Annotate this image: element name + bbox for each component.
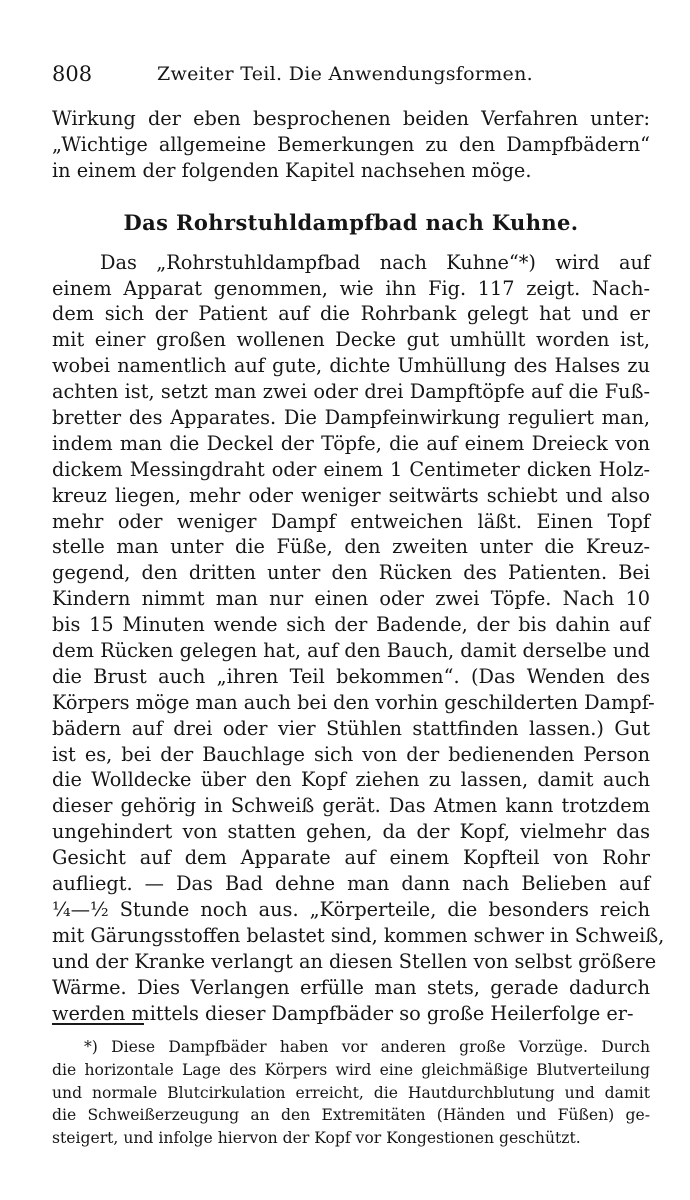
paragraph-line: Wärme. Dies Verlangen erfülle man stets, gerade dadurch xyxy=(52,975,650,999)
footnote-line: die Schweißerzeugung an den Extremitäten (Händen und Füßen) ge- xyxy=(52,1106,650,1125)
footnote-line: die horizontale Lage des Körpers wird eine gleichmäßige Blutverteilung xyxy=(52,1060,650,1079)
paragraph-line: mehr oder weniger Dampf entweichen läßt. Einen Topf xyxy=(52,509,650,533)
paragraph-line: ist es, bei der Bauchlage sich von der bedienenden Person xyxy=(52,742,650,766)
paragraph-line: kreuz liegen, mehr oder weniger seitwärts schiebt und also xyxy=(52,483,650,507)
paragraph-line: gegend, den dritten unter den Rücken des Patienten. Bei xyxy=(52,561,650,585)
footnote-line: und normale Blutcirkulation erreicht, die Hautdurchblutung und damit xyxy=(52,1083,650,1102)
text-line: Wirkung der eben besprochenen beiden Verfahren unter: xyxy=(52,107,650,130)
paragraph-line: Gesicht auf dem Apparate auf einem Kopfteil von Rohr xyxy=(52,846,650,870)
paragraph-line: dem Rücken gelegen hat, auf den Bauch, damit derselbe und xyxy=(52,639,650,663)
paragraph-line: mit Gärungsstoffen belastet sind, kommen schwer in Schweiß, xyxy=(52,923,665,947)
paragraph-line: aufliegt. — Das Bad dehne man dann nach Belieben auf xyxy=(52,872,650,896)
paragraph-line: dickem Messingdraht oder einem 1 Centimeter dicken Holz- xyxy=(52,457,650,481)
paragraph-line: einem Apparat genommen, wie ihn Fig. 117 zeigt. Nach- xyxy=(52,276,650,300)
footnote-rule xyxy=(52,1023,144,1025)
paragraph-line: Das „Rohrstuhldampfbad nach Kuhne“*) wird auf xyxy=(100,250,650,274)
paragraph-line: bretter des Apparates. Die Dampfeinwirkung reguliert man, xyxy=(52,406,650,430)
page-number: 808 xyxy=(52,62,93,86)
paragraph-line: mit einer großen wollenen Decke gut umhüllt worden ist, xyxy=(52,328,650,352)
section-title: Das Rohrstuhldampfbad nach Kuhne. xyxy=(123,209,579,235)
paragraph-line: dem sich der Patient auf die Rohrbank gelegt hat und er xyxy=(52,302,650,326)
text-line: in einem der folgenden Kapitel nachsehen möge. xyxy=(52,158,532,182)
paragraph-line: ¼—½ Stunde noch aus. „Körperteile, die besonders reich xyxy=(52,897,650,921)
page-header xyxy=(52,62,638,92)
footnote xyxy=(52,1036,650,1150)
paragraph-line: werden mittels dieser Dampfbäder so große Heilerfolge er- xyxy=(52,1001,634,1025)
paragraph-line: indem man die Deckel der Töpfe, die auf einem Dreieck von xyxy=(52,431,650,455)
paragraph-line: bis 15 Minuten wende sich der Badende, der bis dahin auf xyxy=(52,613,650,637)
paragraph-line: dieser gehörig in Schweiß gerät. Das Atmen kann trotzdem xyxy=(52,794,650,818)
running-head: Zweiter Teil. Die Anwendungsformen. xyxy=(157,63,533,85)
paragraph-line: die Brust auch „ihren Teil bekommen“. (Das Wenden des xyxy=(52,664,650,688)
paragraph-line: stelle man unter die Füße, den zweiten unter die Kreuz- xyxy=(52,535,650,559)
paragraph-line: ungehindert von statten gehen, da der Kopf, vielmehr das xyxy=(52,820,650,844)
paragraph-line: Kindern nimmt man nur einen oder zwei Töpfe. Nach 10 xyxy=(52,587,650,611)
paragraph-line: die Wolldecke über den Kopf ziehen zu lassen, damit auch xyxy=(52,768,650,792)
paragraph-line: achten ist, setzt man zwei oder drei Dampftöpfe auf die Fuß- xyxy=(52,380,650,404)
text-line: „Wichtige allgemeine Bemerkungen zu den Dampfbädern“ xyxy=(52,132,650,156)
paragraph-line: bädern auf drei oder vier Stühlen stattfinden lassen.) Gut xyxy=(52,716,650,740)
footnote-line: *) Diese Dampfbäder haben vor anderen große Vorzüge. Durch xyxy=(84,1038,650,1056)
paragraph-line: wobei namentlich auf gute, dichte Umhüllung des Halses zu xyxy=(52,354,650,378)
body-text xyxy=(52,106,665,1026)
paragraph-line: Körpers möge man auch bei den vorhin geschilderten Dampf- xyxy=(52,690,655,714)
paragraph xyxy=(52,250,665,1027)
paragraph-line: und der Kranke verlangt an diesen Stellen von selbst größere xyxy=(52,949,657,973)
footnote-line: steigert, und infolge hiervon der Kopf vor Kongestionen geschützt. xyxy=(52,1129,581,1148)
